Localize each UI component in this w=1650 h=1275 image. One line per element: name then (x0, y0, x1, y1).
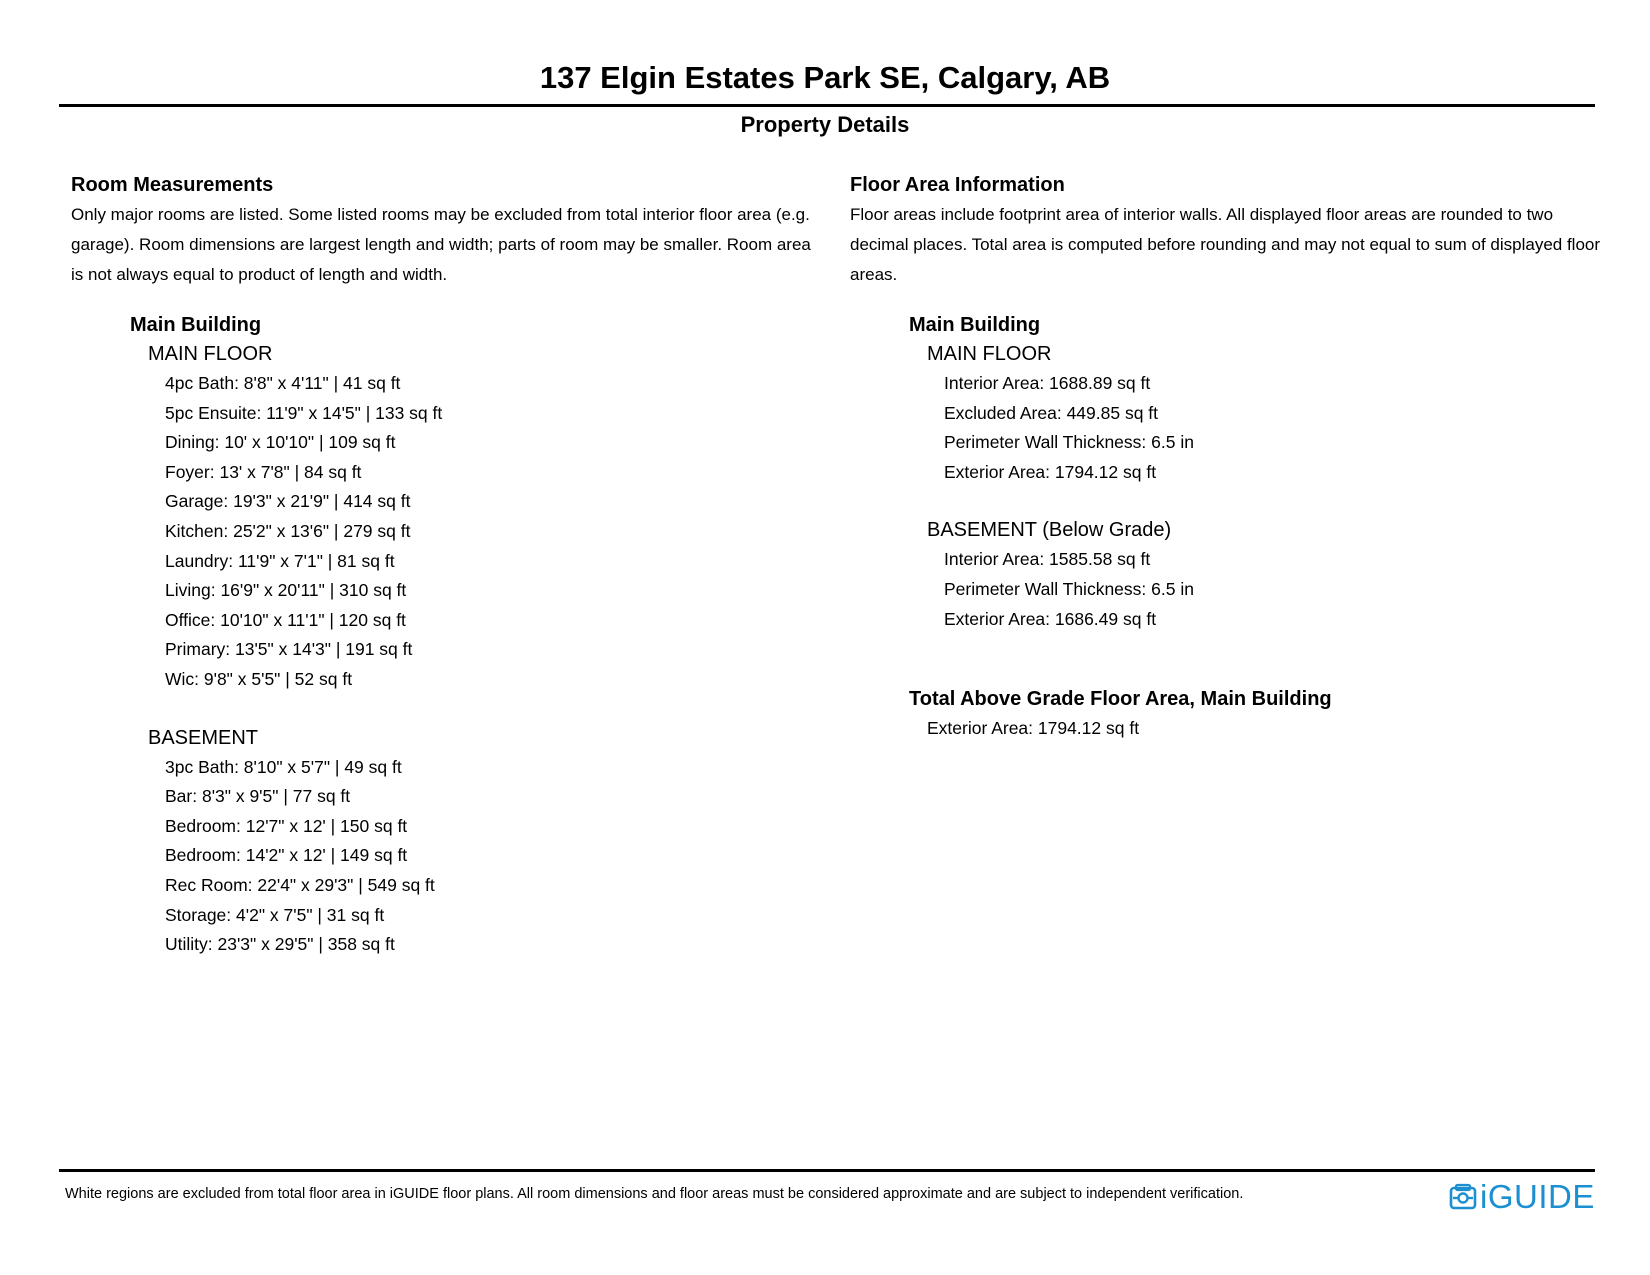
area-item: Interior Area: 1688.89 sq ft (944, 373, 1151, 393)
floor-name-main: MAIN FLOOR (927, 343, 1052, 365)
room-item: Living: 16'9" x 20'11" | 310 sq ft (165, 580, 407, 601)
floor-area-section (850, 170, 1610, 743)
area-item: Perimeter Wall Thickness: 6.5 in (944, 432, 1194, 453)
area-item: Excluded Area: 449.85 sq ft (944, 402, 1159, 423)
floor-area-heading: Floor Area Information (850, 174, 1065, 196)
room-item: Storage: 4'2" x 7'5" | 31 sq ft (165, 904, 385, 925)
iguide-logo-icon (1449, 1183, 1477, 1211)
room-item: Bedroom: 14'2" x 12' | 149 sq ft (165, 845, 408, 866)
room-measurements-description: Only major rooms are listed. Some listed rooms may be excluded from total interior floor area (e.g. garage). Room dimensions are largest length and width; parts of room may be smaller. Room area is not always equal to product of length and width. (71, 205, 811, 284)
room-item: Utility: 23'3" x 29'5" | 358 sq ft (165, 934, 395, 955)
room-item: Primary: 13'5" x 14'3" | 191 sq ft (165, 639, 413, 660)
header-divider (59, 104, 1595, 107)
total-area-heading: Total Above Grade Floor Area, Main Building (909, 688, 1332, 711)
total-area-value: Exterior Area: 1794.12 sq ft (927, 718, 1140, 739)
floor-name-basement: BASEMENT (148, 726, 259, 749)
room-item: Kitchen: 25'2" x 13'6" | 279 sq ft (165, 520, 411, 541)
room-item: 3pc Bath: 8'10" x 5'7" | 49 sq ft (165, 756, 402, 777)
iguide-logo-text: iGUIDE (1480, 1178, 1595, 1215)
room-item: 4pc Bath: 8'8" x 4'11" | 41 sq ft (165, 373, 401, 393)
building-name: Main Building (130, 314, 262, 336)
building-name: Main Building (909, 314, 1041, 336)
area-item: Perimeter Wall Thickness: 6.5 in (944, 578, 1194, 599)
floor-name-basement: BASEMENT (Below Grade) (927, 519, 1172, 542)
room-item: Rec Room: 22'4" x 29'3" | 549 sq ft (165, 874, 435, 895)
area-item: Exterior Area: 1794.12 sq ft (944, 461, 1157, 482)
room-measurements-heading: Room Measurements (71, 174, 274, 196)
room-item: Foyer: 13' x 7'8" | 84 sq ft (165, 461, 362, 482)
page-subtitle: Property Details (740, 112, 910, 137)
room-item: Wic: 9'8" x 5'5" | 52 sq ft (165, 668, 353, 689)
floor-area-description: Floor areas include footprint area of interior walls. All displayed floor areas are rounded to two decimal places. Total area is computed before rounding and may not equal to sum of displayed floor areas. (850, 205, 1601, 284)
area-item: Exterior Area: 1686.49 sq ft (944, 608, 1157, 629)
area-item: Interior Area: 1585.58 sq ft (944, 549, 1151, 570)
room-item: Garage: 19'3" x 21'9" | 414 sq ft (165, 491, 411, 512)
room-item: Laundry: 11'9" x 7'1" | 81 sq ft (165, 550, 395, 571)
room-item: Bar: 8'3" x 9'5" | 77 sq ft (165, 786, 351, 807)
page-title: 137 Elgin Estates Park SE, Calgary, AB (539, 60, 1111, 95)
footer-note: White regions are excluded from total floor area in iGUIDE floor plans. All room dimensions and floor areas must be considered approximate and are subject to independent verification. (65, 1186, 1244, 1202)
footer-divider (59, 1169, 1595, 1172)
room-item: Bedroom: 12'7" x 12' | 150 sq ft (165, 815, 408, 836)
floor-name-main: MAIN FLOOR (148, 343, 273, 365)
room-item: Office: 10'10" x 11'1" | 120 sq ft (165, 609, 406, 630)
room-item: 5pc Ensuite: 11'9" x 14'5" | 133 sq ft (165, 402, 443, 423)
iguide-logo (1449, 1179, 1595, 1215)
room-item: Dining: 10' x 10'10" | 109 sq ft (165, 432, 396, 453)
room-measurements-section (71, 170, 811, 960)
